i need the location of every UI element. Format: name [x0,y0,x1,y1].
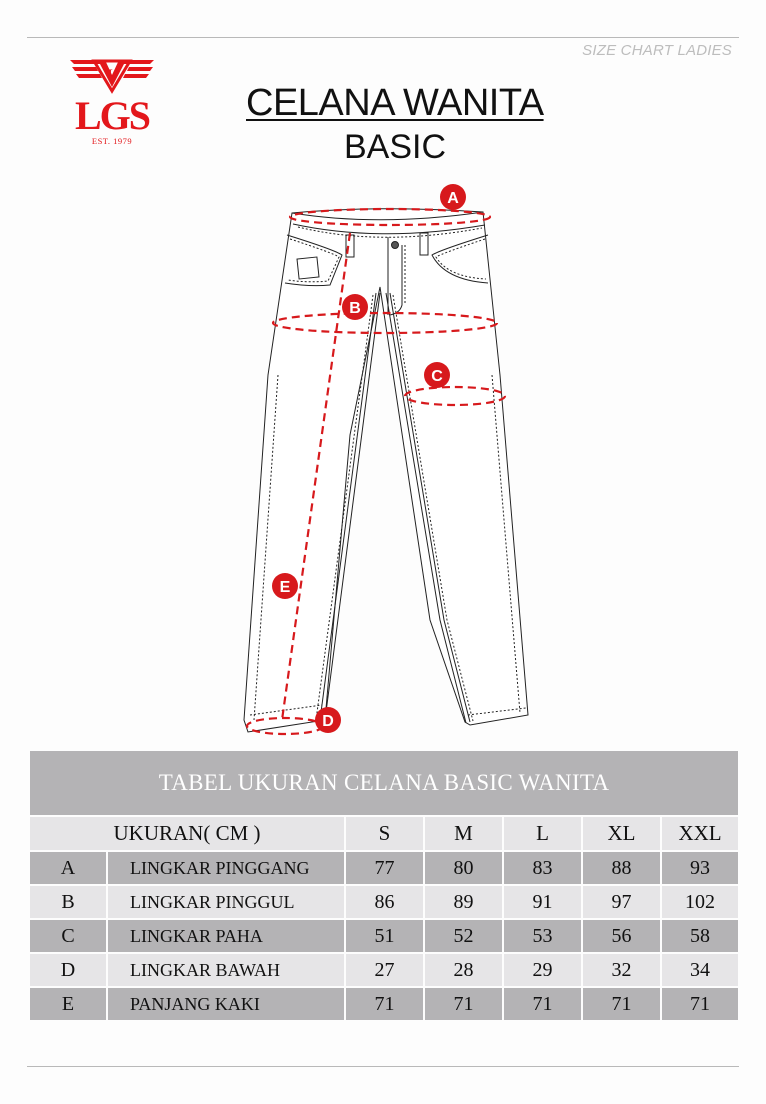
cell-l: 83 [503,851,582,885]
cell-m: 89 [424,885,503,919]
table-row [29,851,739,885]
table-row [29,885,739,919]
row-code: C [29,919,107,953]
header-size-xl: XL [582,816,661,851]
cell-l: 29 [503,953,582,987]
cell-xxl: 93 [661,851,739,885]
cell-xl: 97 [582,885,661,919]
row-label: LINGKAR PINGGUL [107,885,345,919]
bottom-divider [27,1066,739,1067]
header-size-m: M [424,816,503,851]
table-row [29,987,739,1021]
cell-m: 28 [424,953,503,987]
table-caption: TABEL UKURAN CELANA BASIC WANITA [29,750,739,816]
cell-xl: 32 [582,953,661,987]
marker-d: D [322,713,334,730]
logo-letter: L [107,66,117,81]
row-label: LINGKAR PAHA [107,919,345,953]
cell-xxl: 71 [661,987,739,1021]
cell-s: 71 [345,987,424,1021]
cell-xxl: 102 [661,885,739,919]
cell-s: 77 [345,851,424,885]
table-row [29,953,739,987]
cell-m: 71 [424,987,503,1021]
cell-xl: 88 [582,851,661,885]
cell-l: 53 [503,919,582,953]
cell-m: 52 [424,919,503,953]
header-size-xxl: XXL [661,816,739,851]
header-ukuran: UKURAN( CM ) [29,816,345,851]
row-label: LINGKAR PINGGANG [107,851,345,885]
top-divider [27,37,739,38]
marker-b: B [349,300,361,317]
cell-s: 51 [345,919,424,953]
marker-a: A [447,190,459,207]
lgs-logo [50,55,175,150]
cell-m: 80 [424,851,503,885]
cell-l: 71 [503,987,582,1021]
marker-c: C [431,368,443,385]
row-code: E [29,987,107,1021]
row-label: PANJANG KAKI [107,987,345,1021]
marker-e: E [279,579,291,596]
cell-xl: 71 [582,987,661,1021]
page-title: CELANA WANITA [246,82,544,124]
row-label: LINGKAR BAWAH [107,953,345,987]
row-code: D [29,953,107,987]
page-subtitle: BASIC [344,128,447,166]
size-table [28,749,740,1022]
cell-l: 91 [503,885,582,919]
cell-xxl: 34 [661,953,739,987]
logo-brand: LGS [74,93,150,138]
row-code: A [29,851,107,885]
logo-est: EST. 1979 [91,136,133,146]
size-chart-tag: SIZE CHART LADIES [582,42,732,59]
table-row [29,919,739,953]
pants-diagram [230,175,530,750]
header-size-s: S [345,816,424,851]
cell-xxl: 58 [661,919,739,953]
row-code: B [29,885,107,919]
cell-s: 86 [345,885,424,919]
table-header-row [29,816,739,851]
header-size-l: L [503,816,582,851]
cell-s: 27 [345,953,424,987]
cell-xl: 56 [582,919,661,953]
